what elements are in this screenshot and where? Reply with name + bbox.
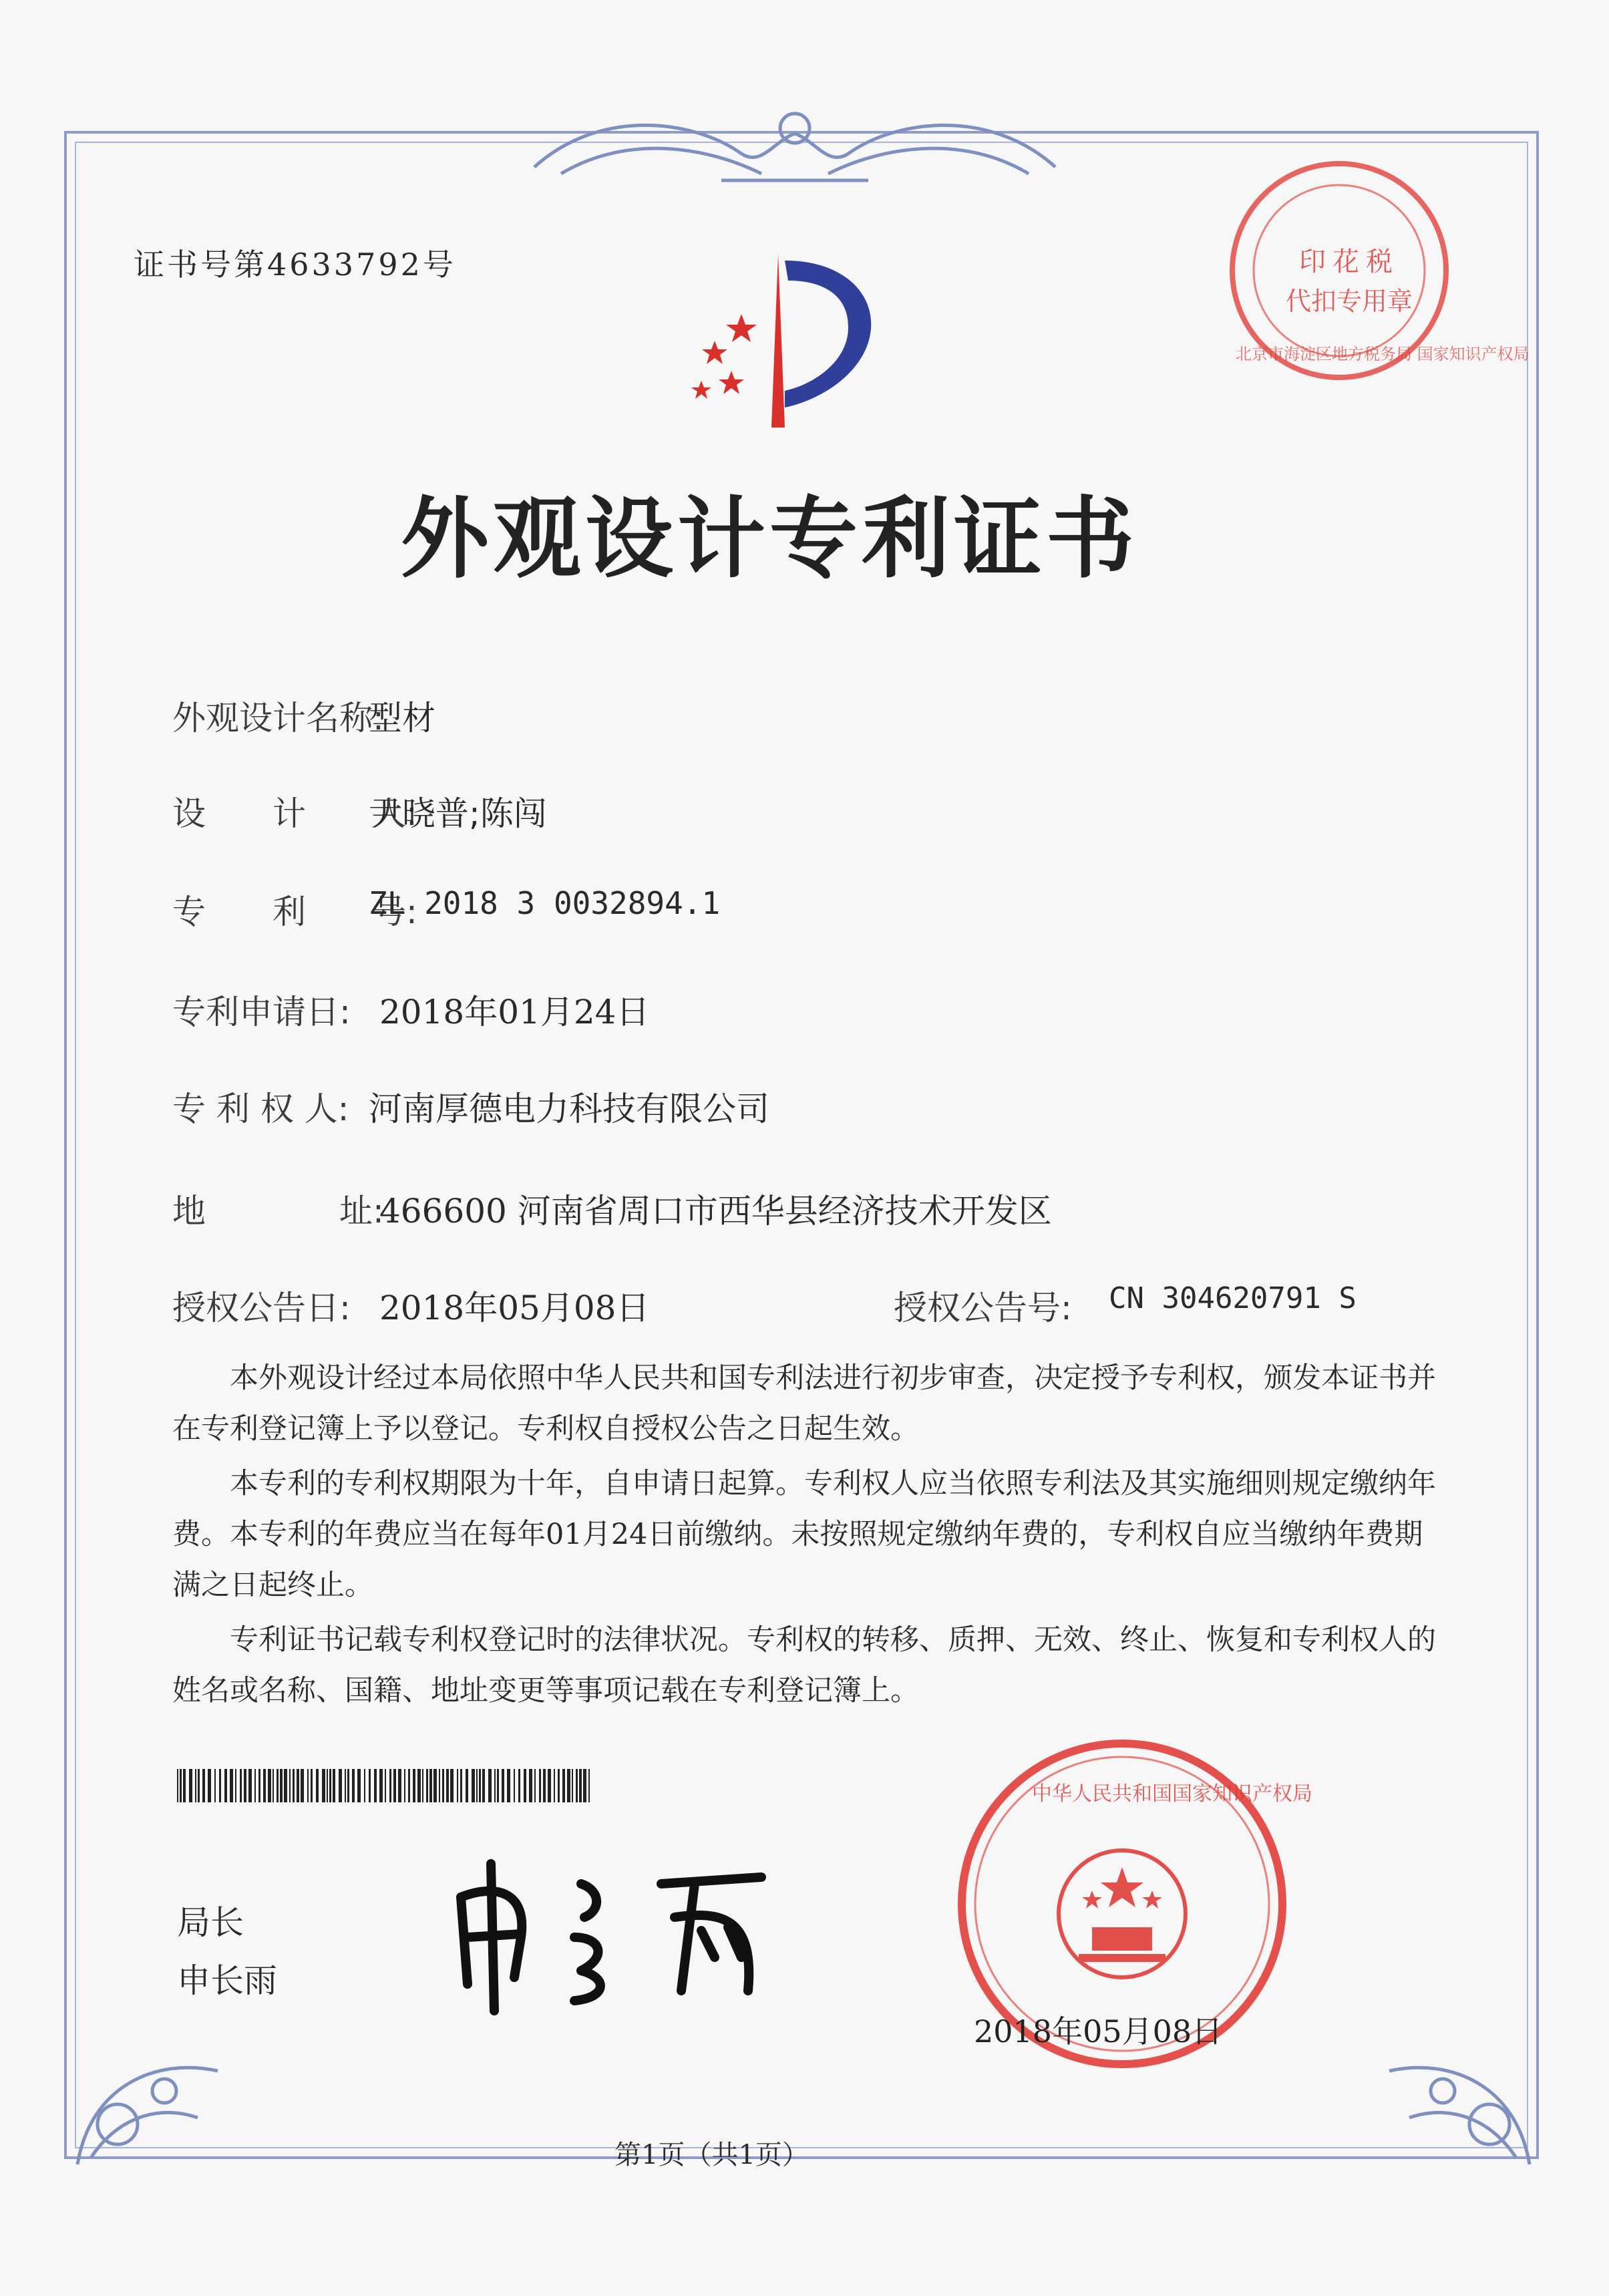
director-name: 申长雨 (177, 1961, 277, 2000)
tax-stamp-center-2: 代扣专用章 (1286, 287, 1413, 316)
body-paragraph-3: 专利证书记载专利权登记时的法律状况。专利权的转移、质押、无效、终止、恢复和专利权人的姓名或名称、国籍、地址变更等事项记载在专利登记簿上。 (172, 1623, 1436, 1707)
grant-number-value: CN 304620791 S (1109, 1281, 1357, 1315)
director-signature (441, 1857, 815, 2017)
tax-stamp-center-1: 印花税 (1299, 247, 1399, 277)
design-name-label: 外观设计名称: (172, 699, 384, 737)
designer-value: 尹晓普;陈闯 (369, 794, 547, 833)
filing-date-label: 专利申请日: (172, 993, 351, 1031)
barcode (177, 1769, 594, 1802)
patent-number-value: ZL 2018 3 0032894.1 (369, 885, 721, 921)
patentee-label: 专 利 权 人: (172, 1090, 349, 1128)
design-name-value: 型材 (369, 699, 435, 737)
grant-number-label: 授权公告号: (894, 1289, 1072, 1327)
designer-label: 设 计 人: (172, 794, 417, 833)
director-title: 局长 (177, 1903, 244, 1942)
page-title: 外观设计专利证书 (401, 488, 1138, 591)
top-ornament (521, 94, 1069, 194)
address-value: 466600 河南省周口市西华县经济技术开发区 (379, 1192, 1052, 1231)
bottom-left-ornament (64, 2004, 251, 2178)
body-paragraph-1: 本外观设计经过本局依照中华人民共和国专利法进行初步审查，决定授予专利权，颁发本证书并在专利登记簿上予以登记。专利权自授权公告之日起生效。 (172, 1361, 1436, 1446)
grant-date-label: 授权公告日: (172, 1289, 351, 1327)
address-label: 地 址: (172, 1192, 384, 1231)
cnipa-logo (648, 240, 902, 441)
patent-number-label: 专 利 号: (172, 892, 417, 931)
body-paragraph-2: 本专利的专利权期限为十年，自申请日起算。专利权人应当依照专利法及其实施细则规定缴纳年费。本专利的年费应当在每年01月24日前缴纳。未按照规定缴纳年费的，专利权自应当缴纳年费期满之日起终止。 (172, 1467, 1436, 1602)
certificate-number: 证书号第4633792号 (134, 247, 456, 283)
certificate-border-inner (75, 142, 1528, 2148)
patentee-value: 河南厚德电力科技有限公司 (369, 1090, 769, 1128)
seal-date: 2018年05月08日 (974, 2013, 1223, 2049)
bottom-right-ornament (1356, 2004, 1543, 2178)
grant-date-value: 2018年05月08日 (379, 1289, 650, 1327)
certificate-body (172, 1353, 1448, 1720)
tax-stamp-ring-text: 北京市海淀区地方税务局 国家知识产权局 (1236, 345, 1530, 363)
page-number: 第1页（共1页） (614, 2140, 809, 2170)
filing-date-value: 2018年01月24日 (379, 993, 650, 1031)
seal-ring-text: 中华人民共和国国家知识产权局 (1032, 1782, 1312, 1806)
